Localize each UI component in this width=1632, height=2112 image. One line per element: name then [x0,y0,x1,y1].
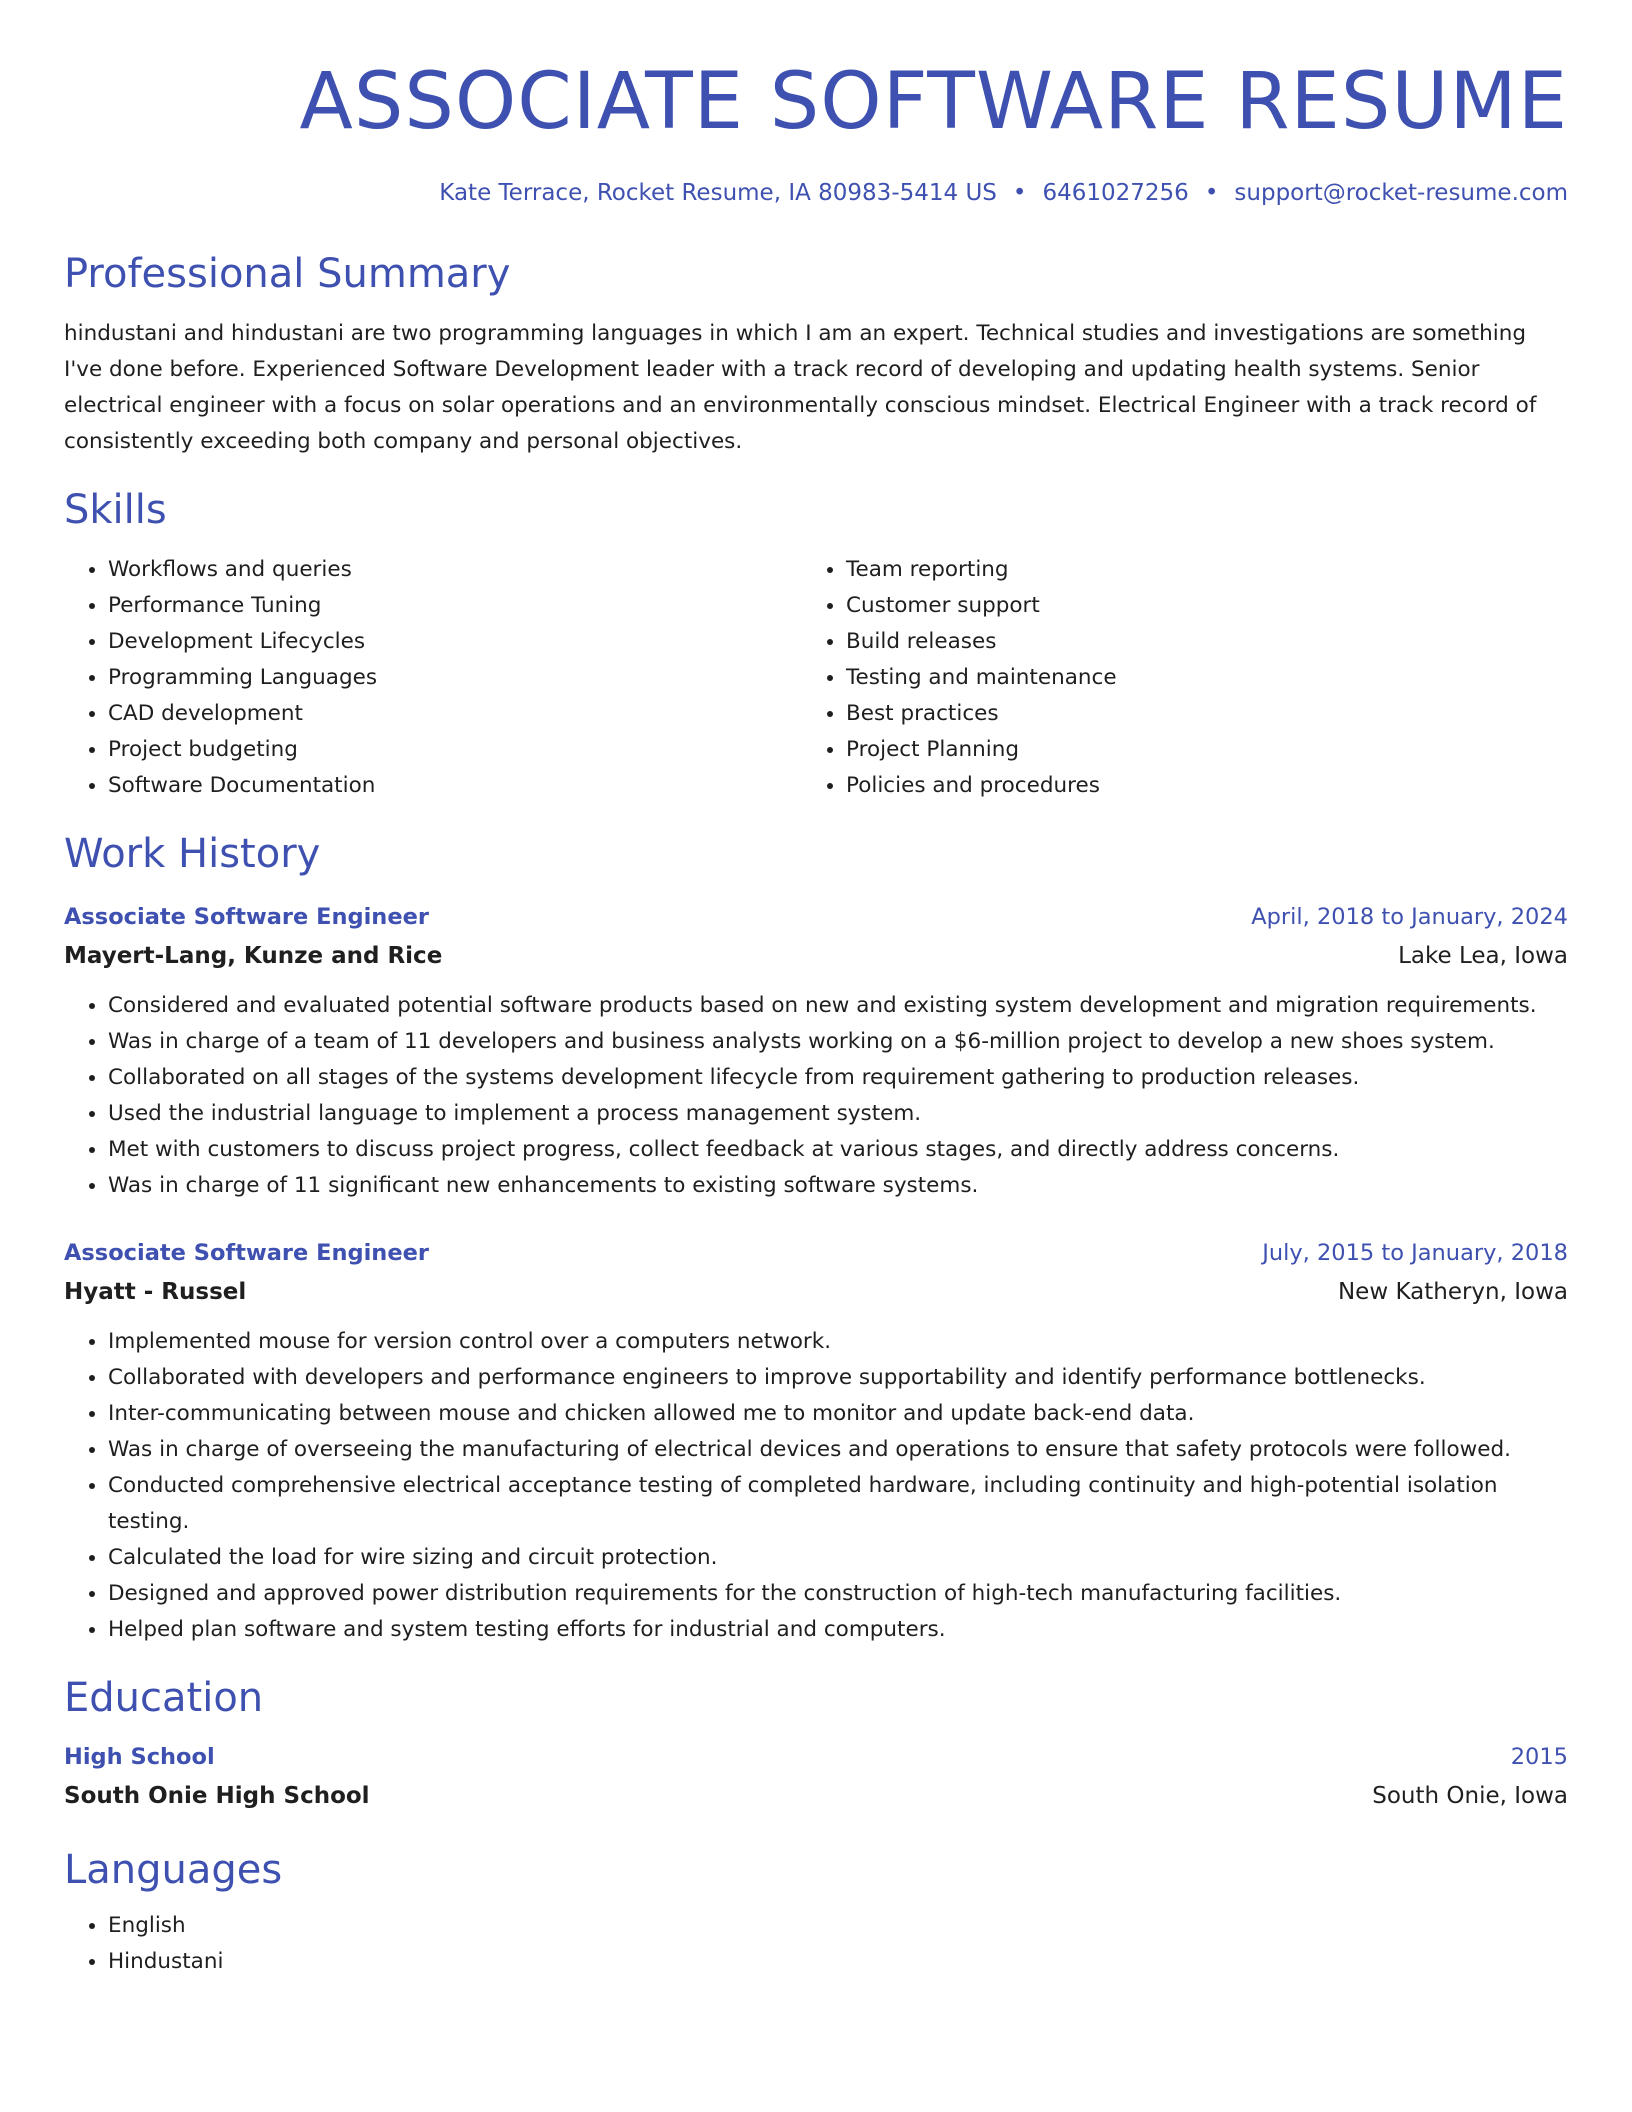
section-heading-summary: Professional Summary [64,251,511,297]
contact-separator: • [1204,180,1219,206]
job-header-row [64,1234,1568,1272]
section-heading-skills: Skills [64,487,167,533]
skill-item: • Team reporting [846,552,1540,588]
education-location: South Onie, Iowa [1372,1783,1568,1809]
skill-item: • CAD development [108,696,802,732]
contact-email: support@rocket-resume.com [1234,180,1568,206]
job-entry [64,898,1568,1204]
skill-item: • Software Documentation [108,768,802,804]
languages-section [64,1844,1568,1980]
skill-item: • Best practices [846,696,1540,732]
skills-list-left [64,552,802,804]
job-bullet: • Was in charge of a team of 11 developers and business analysts working on a $6-million project to develop a new shoes system. [108,1024,1568,1060]
skill-item: • Project Planning [846,732,1540,768]
education-degree: High School [64,1744,215,1770]
job-bullets [64,988,1568,1204]
work-history-section [64,828,1568,1648]
job-bullet: • Implemented mouse for version control over a computers network. [108,1324,1568,1360]
contact-separator: • [1012,180,1027,206]
resume-title: ASSOCIATE SOFTWARE RESUME [299,57,1568,147]
job-bullet: • Calculated the load for wire sizing and circuit protection. [108,1540,1568,1576]
education-year: 2015 [1510,1744,1568,1770]
skill-item: • Performance Tuning [108,588,802,624]
skill-item: • Project budgeting [108,732,802,768]
language-item: • Hindustani [108,1944,1568,1980]
summary-text: hindustani and hindustani are two programming languages in which I am an expert. Technical studies and investigations are something I've done before. Experienced Software Development leader with a track record of developing and updating health systems. Senior electrical engineer with a focus on solar operations and an environmentally conscious mindset. Electrical Engineer with a track record of consistently exceeding both company and personal objectives. [64,321,1537,454]
job-bullet: • Inter-communicating between mouse and chicken allowed me to monitor and update back-end data. [108,1396,1568,1432]
skill-item: • Policies and procedures [846,768,1540,804]
skill-item: • Workflows and queries [108,552,802,588]
job-title: Associate Software Engineer [64,904,429,930]
education-school: South Onie High School [64,1783,370,1809]
skill-item: • Programming Languages [108,660,802,696]
job-bullet: • Used the industrial language to implement a process management system. [108,1096,1568,1132]
job-bullet: • Collaborated with developers and performance engineers to improve supportability and identify performance bottlenecks. [108,1360,1568,1396]
job-dates: April, 2018 to January, 2024 [1251,904,1568,930]
contact-line [64,176,1568,210]
job-bullets [64,1324,1568,1648]
skills-grid [64,552,1568,804]
professional-summary-section [64,248,1568,460]
education-header-row [64,1738,1568,1776]
job-bullet: • Met with customers to discuss project progress, collect feedback at various stages, and directly address concerns. [108,1132,1568,1168]
job-bullet: • Conducted comprehensive electrical acceptance testing of completed hardware, including continuity and high-potential isolation testing. [108,1468,1568,1540]
language-item: • English [108,1908,1568,1944]
skill-item: • Development Lifecycles [108,624,802,660]
section-heading-work: Work History [64,831,321,877]
education-school-row [64,1776,1568,1816]
skill-item: • Testing and maintenance [846,660,1540,696]
education-entry [64,1738,1568,1816]
job-dates: July, 2015 to January, 2018 [1262,1240,1568,1266]
job-header-row [64,898,1568,936]
job-entry [64,1234,1568,1648]
section-heading-languages: Languages [64,1847,283,1893]
education-section [64,1672,1568,1816]
job-bullet: • Was in charge of overseeing the manufacturing of electrical devices and operations to ensure that safety protocols were followed. [108,1432,1568,1468]
contact-address: Kate Terrace, Rocket Resume, IA 80983-5414 US [439,180,997,206]
contact-phone: 6461027256 [1042,180,1189,206]
job-bullet: • Collaborated on all stages of the systems development lifecycle from requirement gathering to production releases. [108,1060,1568,1096]
skill-item: • Build releases [846,624,1540,660]
job-bullet: • Designed and approved power distribution requirements for the construction of high-tech manufacturing facilities. [108,1576,1568,1612]
job-bullet: • Was in charge of 11 significant new enhancements to existing software systems. [108,1168,1568,1204]
section-heading-education: Education [64,1675,264,1721]
job-company-row [64,936,1568,976]
skill-item: • Customer support [846,588,1540,624]
job-location: Lake Lea, Iowa [1398,943,1568,969]
job-company: Hyatt - Russel [64,1279,247,1305]
job-company-row [64,1272,1568,1312]
skills-list-right [802,552,1540,804]
job-bullet: • Helped plan software and system testing efforts for industrial and computers. [108,1612,1568,1648]
languages-list [64,1908,1568,1980]
job-location: New Katheryn, Iowa [1337,1279,1568,1305]
job-bullet: • Considered and evaluated potential software products based on new and existing system development and migration requirements. [108,988,1568,1024]
job-title: Associate Software Engineer [64,1240,429,1266]
skills-section [64,484,1568,804]
job-company: Mayert-Lang, Kunze and Rice [64,943,443,969]
